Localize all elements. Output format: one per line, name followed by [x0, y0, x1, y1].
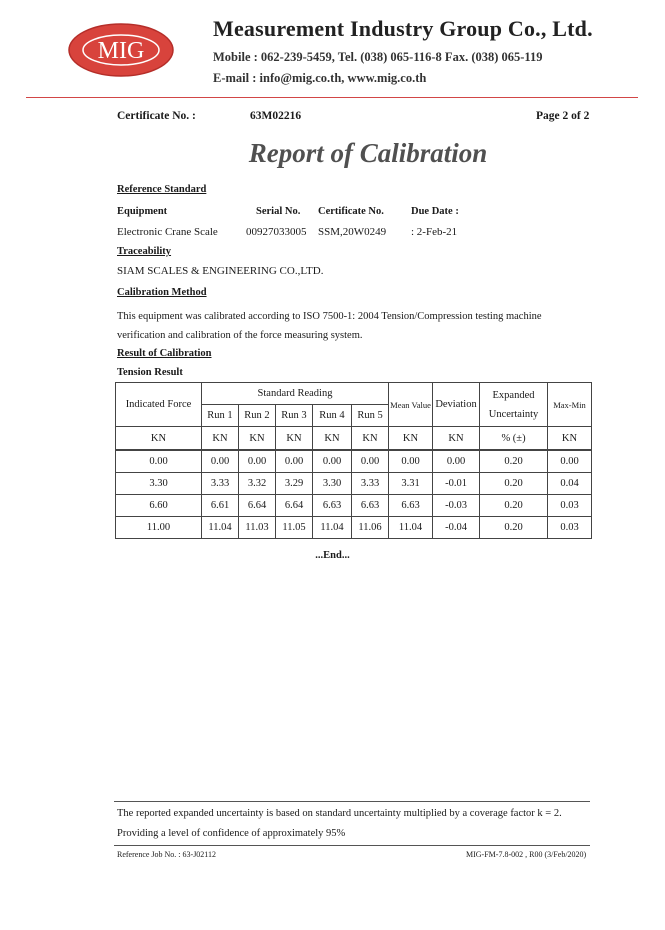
table-cell: 6.63 [352, 495, 389, 517]
end-marker: ...End... [315, 550, 350, 561]
report-title: Report of Calibration [248, 138, 488, 168]
email-line: E-mail : info@mig.co.th, www.mig.co.th [213, 71, 427, 85]
unit-cell: KN [116, 427, 202, 451]
uncertainty-note: The reported expanded uncertainty is based on standard uncertainty multiplied by a coverage factor k = 2. [117, 808, 562, 819]
calibration-method-heading: Calibration Method [117, 287, 207, 298]
calibration-table [115, 382, 592, 539]
table-cell: 0.00 [313, 450, 352, 473]
table-cell: 0.00 [202, 450, 239, 473]
table-cell: 11.04 [313, 517, 352, 539]
table-cell: 0.00 [116, 450, 202, 473]
header-indicated-force: Indicated Force [116, 383, 202, 427]
header-run: Run 3 [276, 405, 313, 427]
reference-job-number: Reference Job No. : 63-J02112 [117, 850, 217, 859]
reference-standard-heading: Reference Standard [117, 184, 207, 195]
table-cell: 0.20 [480, 495, 548, 517]
table-row [116, 450, 592, 473]
unit-cell: KN [313, 427, 352, 451]
header-expanded-uncertainty [480, 383, 548, 427]
table-cell: 3.33 [202, 473, 239, 495]
table-cell: 11.05 [276, 517, 313, 539]
unit-cell: KN [548, 427, 592, 451]
table-cell: 11.04 [389, 517, 433, 539]
table-cell: -0.01 [433, 473, 480, 495]
unit-cell: KN [352, 427, 389, 451]
header-max-min: Max-Min [548, 383, 592, 427]
header-run: Run 1 [202, 405, 239, 427]
table-cell: -0.04 [433, 517, 480, 539]
page-number: Page 2 of 2 [536, 110, 590, 122]
unit-cell: KN [276, 427, 313, 451]
unit-cell: KN [389, 427, 433, 451]
traceability-heading: Traceability [117, 246, 172, 257]
unit-cell: KN [202, 427, 239, 451]
unit-cell: % (±) [480, 427, 548, 451]
table-cell: 0.00 [239, 450, 276, 473]
table-cell: 6.63 [313, 495, 352, 517]
equipment-value: Electronic Crane Scale [117, 226, 218, 238]
header-divider [26, 97, 638, 98]
table-cell: 0.03 [548, 517, 592, 539]
table-cell: 11.06 [352, 517, 389, 539]
unit-cell: KN [239, 427, 276, 451]
table-row [116, 473, 592, 495]
table-cell: 3.33 [352, 473, 389, 495]
header-mean-value: Mean Value [389, 383, 433, 427]
contact-line: Mobile : 062-239-5459, Tel. (038) 065-116-8 Fax. (038) 065-119 [213, 50, 543, 64]
table-cell: 0.20 [480, 473, 548, 495]
due-date-label: Due Date : [411, 206, 459, 217]
table-cell: 6.60 [116, 495, 202, 517]
table-cell: 6.64 [276, 495, 313, 517]
logo-text: MIG [97, 38, 145, 64]
serial-value: 00927033005 [246, 226, 307, 238]
table-cell: 0.00 [352, 450, 389, 473]
table-cell: 11.04 [202, 517, 239, 539]
tension-result-heading: Tension Result [117, 367, 183, 378]
table-cell: 3.30 [313, 473, 352, 495]
result-heading: Result of Calibration [117, 348, 212, 359]
header-deviation: Deviation [433, 383, 480, 427]
table-cell: 0.03 [548, 495, 592, 517]
header-run: Run 4 [313, 405, 352, 427]
cert-value: SSM,20W0249 [318, 226, 387, 238]
table-row [116, 495, 592, 517]
form-number: MIG-FM-7.8-002 , R00 (3/Feb/2020) [466, 850, 587, 859]
table-cell: 0.20 [480, 517, 548, 539]
table-cell: 3.29 [276, 473, 313, 495]
table-cell: 6.64 [239, 495, 276, 517]
header-run: Run 5 [352, 405, 389, 427]
company-name: Measurement Industry Group Co., Ltd. [213, 16, 593, 41]
due-date-value: : 2-Feb-21 [411, 226, 458, 238]
traceability-value: SIAM SCALES & ENGINEERING CO.,LTD. [117, 265, 324, 277]
table-cell: 0.00 [276, 450, 313, 473]
equipment-label: Equipment [117, 206, 168, 217]
table-cell: 11.03 [239, 517, 276, 539]
unit-cell: KN [433, 427, 480, 451]
header-standard-reading: Standard Reading [202, 383, 389, 405]
table-cell: 0.00 [548, 450, 592, 473]
certificate-label: Certificate No. : [117, 110, 196, 122]
table-cell: 0.04 [548, 473, 592, 495]
table-cell: 11.00 [116, 517, 202, 539]
cert-label: Certificate No. [318, 206, 384, 217]
confidence-note: Providing a level of confidence of approximately 95% [117, 828, 346, 839]
header-uncertainty: Uncertainty [488, 408, 539, 420]
table-cell: 6.61 [202, 495, 239, 517]
method-line-2: verification and calibration of the force measuring system. [117, 330, 363, 341]
table-cell: 3.30 [116, 473, 202, 495]
table-cell: 0.00 [433, 450, 480, 473]
table-cell: 0.20 [480, 450, 548, 473]
serial-label: Serial No. [256, 206, 301, 217]
header-run: Run 2 [239, 405, 276, 427]
method-line-1: This equipment was calibrated according to ISO 7500-1: 2004 Tension/Compression testing machine [117, 311, 542, 322]
table-cell: 3.32 [239, 473, 276, 495]
calibration-method-text [117, 307, 587, 345]
table-header-row [116, 383, 592, 405]
footer-divider [114, 801, 590, 802]
table-cell: -0.03 [433, 495, 480, 517]
table-row [116, 517, 592, 539]
certificate-number: 63M02216 [250, 110, 302, 122]
footer-divider-2 [114, 845, 590, 846]
table-cell: 0.00 [389, 450, 433, 473]
table-cell: 6.63 [389, 495, 433, 517]
header-expanded: Expanded [492, 389, 535, 401]
table-units-row [116, 427, 592, 451]
table-cell: 3.31 [389, 473, 433, 495]
mig-logo [67, 22, 175, 78]
